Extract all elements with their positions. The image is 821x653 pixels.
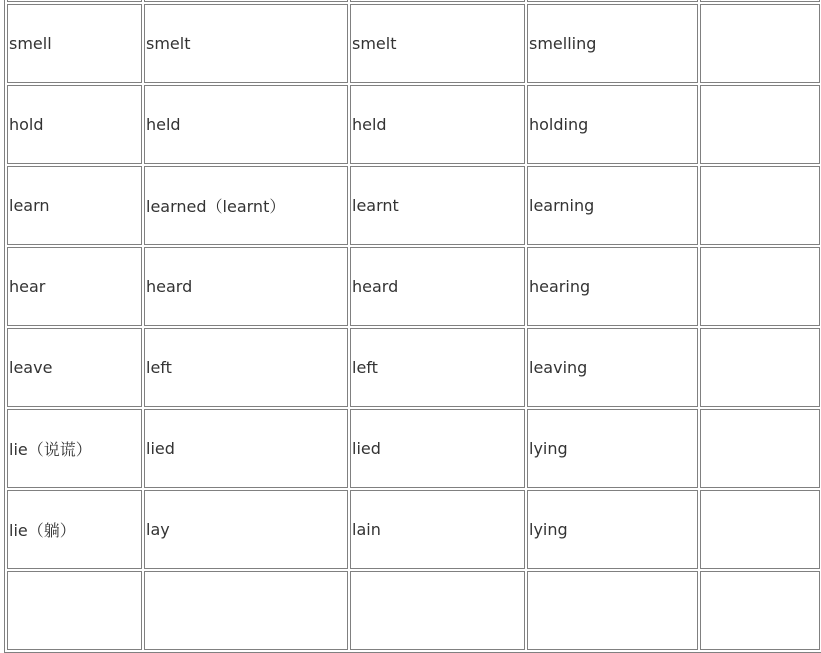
verb-forms-table-container: [4, 0, 817, 653]
table-cell-past-participle: smelt: [350, 4, 525, 83]
table-row: [7, 85, 820, 164]
table-cell-present-participle: [527, 0, 698, 2]
table-row: [7, 247, 820, 326]
table-cell-past: [144, 0, 348, 2]
table-cell-past: held: [144, 85, 348, 164]
table-cell-base: hear: [7, 247, 142, 326]
table-row: [7, 490, 820, 569]
table-cell-base: lie（说谎）: [7, 409, 142, 488]
table-cell-present-participle: lying: [527, 409, 698, 488]
table-cell-past-participle: [350, 0, 525, 2]
table-cell-present-participle: [527, 571, 698, 650]
table-cell-past: lied: [144, 409, 348, 488]
table-cell-present-participle: leaving: [527, 328, 698, 407]
table-cell-base: [7, 0, 142, 2]
table-cell-past-participle: lain: [350, 490, 525, 569]
table-cell-past-participle: [350, 571, 525, 650]
table-cell-base: learn: [7, 166, 142, 245]
table-cell-note: [700, 4, 820, 83]
table-cell-past-participle: learnt: [350, 166, 525, 245]
table-body: [7, 0, 820, 650]
table-cell-past: heard: [144, 247, 348, 326]
table-cell-past-participle: left: [350, 328, 525, 407]
table-cell-note: [700, 328, 820, 407]
table-cell-base: hold: [7, 85, 142, 164]
table-row: [7, 571, 820, 650]
table-cell-past: smelt: [144, 4, 348, 83]
table-cell-base: lie（躺）: [7, 490, 142, 569]
table-cell-note: [700, 166, 820, 245]
table-cell-present-participle: learning: [527, 166, 698, 245]
table-row: [7, 409, 820, 488]
table-cell-present-participle: hearing: [527, 247, 698, 326]
table-cell-base: [7, 571, 142, 650]
table-cell-note: [700, 85, 820, 164]
table-cell-base: leave: [7, 328, 142, 407]
table-cell-note: [700, 490, 820, 569]
table-cell-present-participle: lying: [527, 490, 698, 569]
table-cell-past: lay: [144, 490, 348, 569]
table-cell-base: smell: [7, 4, 142, 83]
table-cell-past-participle: held: [350, 85, 525, 164]
table-cell-past: [144, 571, 348, 650]
table-row: [7, 4, 820, 83]
table-cell-past: left: [144, 328, 348, 407]
verb-forms-table: [4, 0, 821, 653]
table-cell-note: [700, 0, 820, 2]
table-cell-note: [700, 247, 820, 326]
table-row: [7, 166, 820, 245]
table-row: [7, 0, 820, 2]
table-row: [7, 328, 820, 407]
table-cell-present-participle: holding: [527, 85, 698, 164]
table-cell-past-participle: heard: [350, 247, 525, 326]
table-cell-note: [700, 409, 820, 488]
table-cell-past: learned（learnt）: [144, 166, 348, 245]
table-cell-present-participle: smelling: [527, 4, 698, 83]
table-cell-past-participle: lied: [350, 409, 525, 488]
table-cell-note: [700, 571, 820, 650]
